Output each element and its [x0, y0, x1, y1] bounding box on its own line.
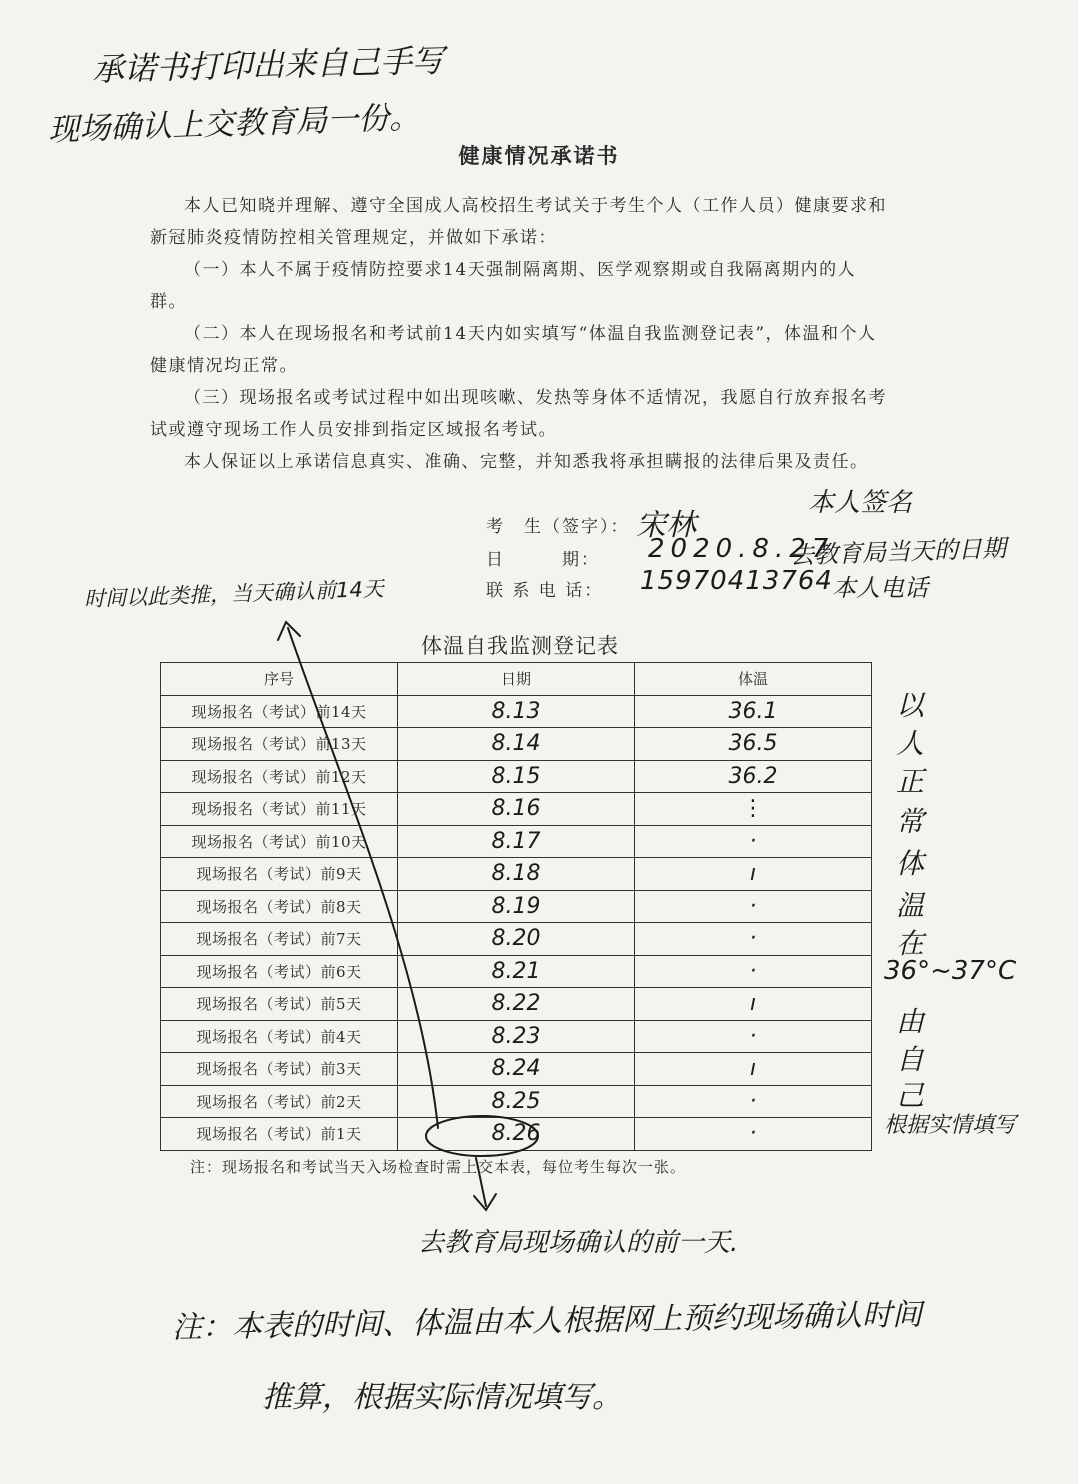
- row-date: 8.23: [398, 1020, 635, 1053]
- handwritten-instruction-line2: 现场确认上交教育局一份。: [47, 99, 421, 149]
- handwritten-side-char-10: 自: [896, 1043, 925, 1076]
- row-temp: 36.2: [635, 760, 872, 793]
- row-date: 8.20: [398, 923, 635, 956]
- row-date: 8.25: [398, 1085, 635, 1118]
- row-temp: ·: [635, 1085, 872, 1118]
- row-temp: 36.1: [635, 695, 872, 728]
- handwritten-footer-line1: 注：本表的时间、体温由本人根据网上预约现场确认时间: [171, 1297, 923, 1346]
- table-footnote: 注：现场报名和考试当天入场检查时需上交本表，每位考生每次一张。: [190, 1158, 687, 1176]
- log-table-title: 体温自我监测登记表: [421, 634, 619, 658]
- handwritten-instruction-line1: 承诺书打印出来自己手写: [91, 41, 445, 89]
- row-seq: 现场报名（考试）前7天: [161, 923, 398, 956]
- row-temp: ·: [635, 923, 872, 956]
- row-temp: ·: [635, 1118, 872, 1151]
- row-temp: ı: [635, 1053, 872, 1086]
- handwritten-last-day-note: 去教育局现场确认的前一天.: [418, 1228, 739, 1258]
- row-date: 8.16: [398, 793, 635, 826]
- handwritten-phone-note: 本人电话: [832, 574, 928, 602]
- handwritten-side-char-2: 人: [896, 727, 925, 760]
- row-seq: 现场报名（考试）前8天: [161, 890, 398, 923]
- row-seq: 现场报名（考试）前14天: [161, 695, 398, 728]
- row-date: 8.18: [398, 858, 635, 891]
- row-seq: 现场报名（考试）前4天: [161, 1020, 398, 1053]
- row-seq: 现场报名（考试）前1天: [161, 1118, 398, 1151]
- handwritten-side-char-9: 由: [896, 1005, 925, 1038]
- handwritten-side-char-7: 在: [896, 927, 925, 960]
- handwritten-side-char-1: 以: [896, 689, 925, 722]
- row-seq: 现场报名（考试）前11天: [161, 793, 398, 826]
- row-seq: 现场报名（考试）前6天: [161, 955, 398, 988]
- handwritten-date-note: 去教育局当天的日期: [789, 534, 1007, 570]
- handwritten-time-note: 时间以此类推，当天确认前14天: [83, 576, 385, 612]
- date-label: 日 期：: [486, 550, 600, 570]
- row-seq: 现场报名（考试）前13天: [161, 728, 398, 761]
- row-temp: ⋮: [635, 793, 872, 826]
- upward-arrow-line: [288, 628, 438, 1128]
- intro-paragraph: 本人已知晓并理解、遵守全国成人高校招生考试关于考生个人（工作人员）健康要求和新冠肺炎疫情防控相关管理规定，并做如下承诺：: [150, 196, 887, 248]
- handwritten-sign-note: 本人签名: [808, 488, 913, 518]
- row-seq: 现场报名（考试）前2天: [161, 1085, 398, 1118]
- handwritten-footer-line2: 推算，根据实际情况填写。: [262, 1380, 622, 1415]
- row-temp: ·: [635, 825, 872, 858]
- handwritten-side-temp-range: 36°~37°C: [884, 956, 1017, 986]
- row-temp: ı: [635, 858, 872, 891]
- header-seq: 序号: [161, 663, 398, 696]
- date-value: 2020.8.27: [648, 534, 835, 564]
- clause-one: （一）本人不属于疫情防控要求14天强制隔离期、医学观察期或自我隔离期内的人群。: [150, 260, 857, 312]
- header-temp: 体温: [635, 663, 872, 696]
- row-date: 8.26: [398, 1118, 635, 1151]
- row-temp: ·: [635, 890, 872, 923]
- document-title: 健康情况承诺书: [458, 143, 620, 168]
- examinee-label: 考 生（签字）：: [486, 517, 630, 537]
- handwritten-side-char-3: 正: [896, 765, 925, 798]
- handwritten-side-last-line: 根据实情填写: [884, 1113, 1017, 1138]
- header-date: 日期: [398, 663, 635, 696]
- row-seq: 现场报名（考试）前10天: [161, 825, 398, 858]
- row-date: 8.19: [398, 890, 635, 923]
- row-seq: 现场报名（考试）前5天: [161, 988, 398, 1021]
- handwritten-side-char-6: 温: [896, 889, 925, 922]
- row-date: 8.15: [398, 760, 635, 793]
- phone-value: 15970413764: [640, 566, 833, 596]
- row-date: 8.14: [398, 728, 635, 761]
- row-temp: ·: [635, 955, 872, 988]
- clause-two: （二）本人在现场报名和考试前14天内如实填写“体温自我监测登记表”，体温和个人健康情况均正常。: [150, 324, 877, 376]
- row-temp: ·: [635, 1020, 872, 1053]
- row-date: 8.22: [398, 988, 635, 1021]
- last-day-circle: [426, 1116, 538, 1156]
- phone-label: 联 系 电 话：: [486, 581, 604, 601]
- clause-three: （三）现场报名或考试过程中如出现咳嗽、发热等身体不适情况，我愿自行放弃报名考试或遵守现场工作人员安排到指定区域报名考试。: [150, 388, 887, 440]
- row-seq: 现场报名（考试）前9天: [161, 858, 398, 891]
- handwritten-side-char-11: 己: [896, 1079, 925, 1112]
- row-seq: 现场报名（考试）前12天: [161, 760, 398, 793]
- row-date: 8.13: [398, 695, 635, 728]
- handwritten-side-char-4: 常: [896, 805, 925, 838]
- row-temp: ı: [635, 988, 872, 1021]
- examinee-signature: 宋林: [636, 508, 696, 543]
- guarantee-paragraph: 本人保证以上承诺信息真实、准确、完整，并知悉我将承担瞒报的法律后果及责任。: [184, 452, 869, 472]
- row-date: 8.24: [398, 1053, 635, 1086]
- row-seq: 现场报名（考试）前3天: [161, 1053, 398, 1086]
- row-date: 8.21: [398, 955, 635, 988]
- row-temp: 36.5: [635, 728, 872, 761]
- handwritten-side-char-5: 体: [896, 847, 925, 880]
- row-date: 8.17: [398, 825, 635, 858]
